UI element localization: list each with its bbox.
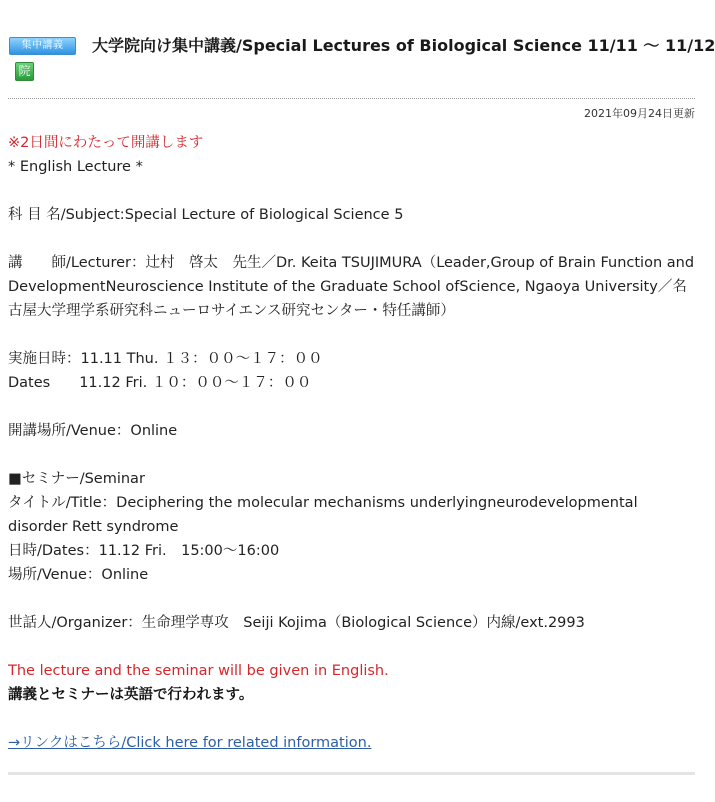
related-info-link[interactable]: →リンクはこちら/Click here for related information.: [8, 735, 372, 751]
article-body: [8, 131, 695, 755]
spacer: [8, 635, 695, 659]
venue-text: 開講場所/Venue：Online: [8, 423, 178, 439]
seminar-venue: 場所/Venue：Online: [8, 567, 149, 583]
subject-text: 科 目 名/Subject:Special Lecture of Biological Science 5: [8, 207, 404, 223]
spacer: [8, 395, 695, 419]
organizer-text: 世話人/Organizer：生命理学専攻 Seiji Kojima（Biological Science）内線/ext.2993: [8, 615, 585, 631]
article-title: 大学院向け集中講義/Special Lectures of Biological Science 11/11 ～ 11/12: [92, 36, 715, 55]
japanese-notice: 講義とセミナーは英語で行われます。: [8, 687, 254, 703]
spacer: [8, 707, 695, 731]
dates-line-2: Dates 11.12 Fri. １０：００～１７：００: [8, 375, 312, 391]
notice-text: ※2日間にわたって開講します: [8, 135, 204, 151]
updated-date: 2021年09月24日更新: [584, 107, 695, 120]
spacer: [8, 323, 695, 347]
spacer: [8, 443, 695, 467]
english-lecture-note: * English Lecture *: [8, 159, 143, 175]
dates-line-1: 実施日時：11.11 Thu. １３：００～１７：００: [8, 351, 323, 367]
seminar-dates: 日時/Dates：11.12 Fri. 15:00～16:00: [8, 543, 280, 559]
spacer: [8, 179, 695, 203]
news-article: [8, 0, 715, 751]
seminar-title: タイトル/Title：Deciphering the molecular mechanisms underlyingneurodevelopmental disorder Rett syndrome: [8, 495, 638, 535]
lecturer-text: 講 師/Lecturer：辻村 啓太 先生／Dr. Keita TSUJIMURA（Leader,Group of Brain Function and DevelopmentNeuroscience Institute of the Graduate School ofScience, Ngaoya University／名古屋大学理学系研究科ニューロサイエンス研究センター・特任講師）: [8, 255, 695, 319]
header-divider: [8, 98, 695, 99]
spacer: [8, 227, 695, 251]
spacer: [8, 587, 695, 611]
footer-divider: [8, 772, 695, 775]
english-notice: The lecture and the seminar will be given in English.: [8, 663, 389, 679]
seminar-heading: ■セミナー/Seminar: [8, 471, 145, 487]
graduate-badge: 院: [15, 62, 34, 81]
article-header: [8, 0, 715, 98]
intensive-lecture-badge: 集中講義: [9, 37, 76, 55]
